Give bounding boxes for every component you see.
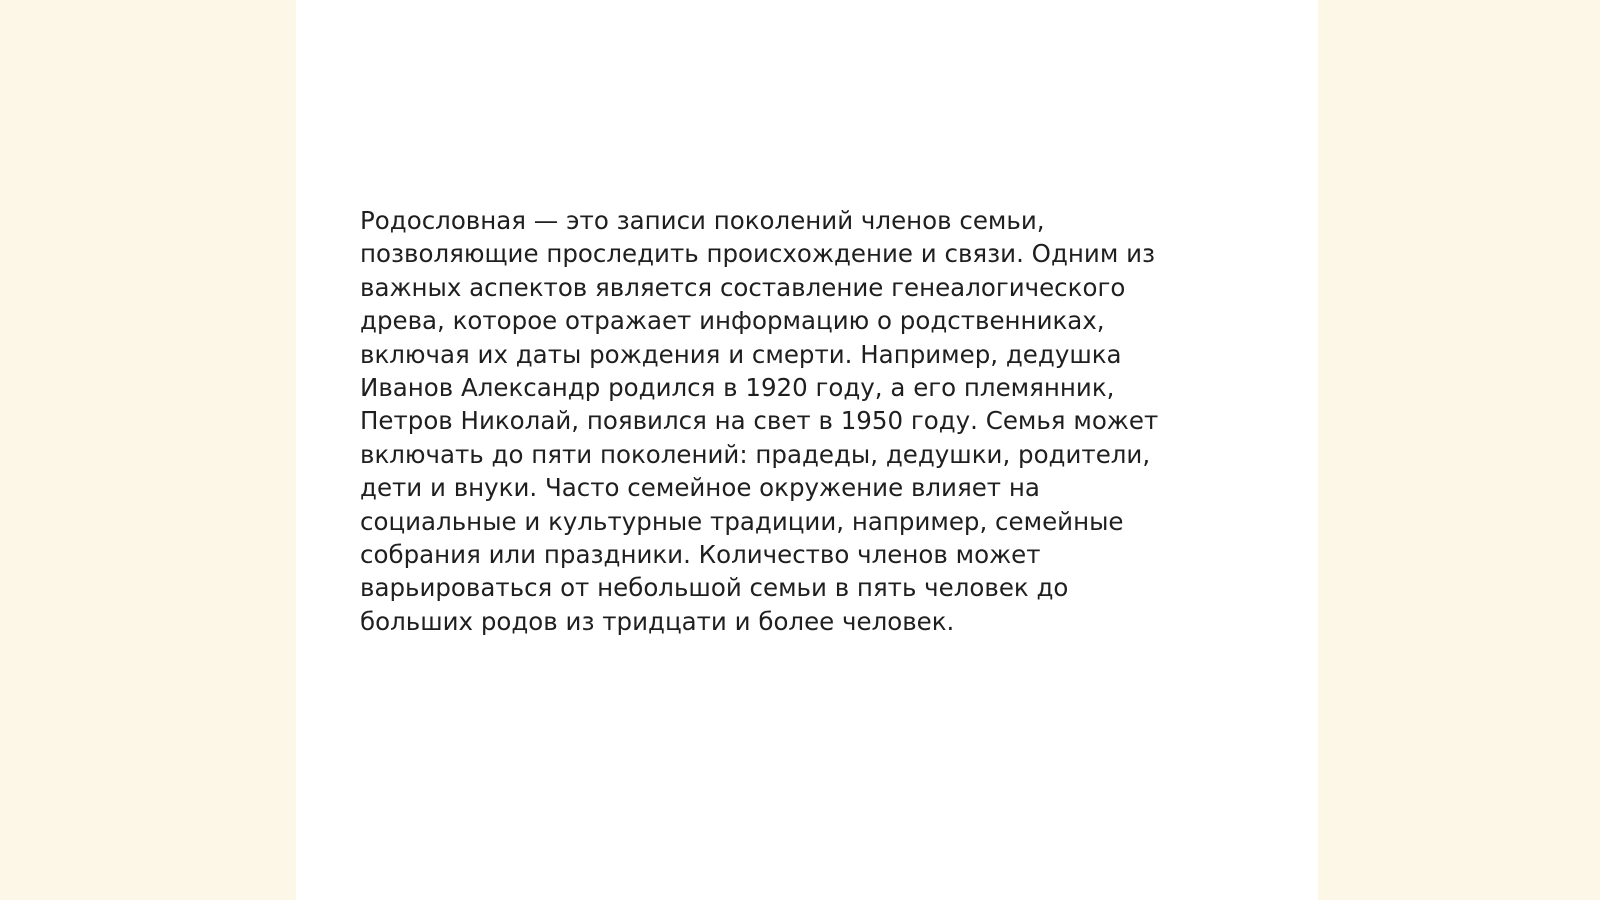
document-page xyxy=(296,0,1318,900)
body-paragraph xyxy=(360,204,1220,638)
paragraph-line: позволяющие проследить происхождение и связи. Одним из xyxy=(360,239,1156,269)
paragraph-line: включать до пяти поколений: прадеды, дедушки, родители, xyxy=(360,439,1151,469)
paragraph-line: больших родов из тридцати и более человек. xyxy=(360,606,955,636)
paragraph-line: включая их даты рождения и смерти. Например, дедушка xyxy=(360,339,1122,369)
paragraph-line: варьироваться от небольшой семьи в пять человек до xyxy=(360,573,1069,603)
paragraph-line: собрания или праздники. Количество членов может xyxy=(360,540,1041,570)
paragraph-line: социальные и культурные традиции, например, семейные xyxy=(360,506,1124,536)
paragraph-line: дети и внуки. Часто семейное окружение влияет на xyxy=(360,473,1040,503)
paragraph-line: Петров Николай, появился на свет в 1950 году. Семья может xyxy=(360,406,1159,436)
paragraph-line: Родословная — это записи поколений членов семьи, xyxy=(360,206,1045,235)
paragraph-line: Иванов Александр родился в 1920 году, а его племянник, xyxy=(360,373,1115,403)
paragraph-line: древа, которое отражает информацию о родственниках, xyxy=(360,306,1105,336)
paragraph-line: важных аспектов является составление генеалогического xyxy=(360,272,1126,302)
